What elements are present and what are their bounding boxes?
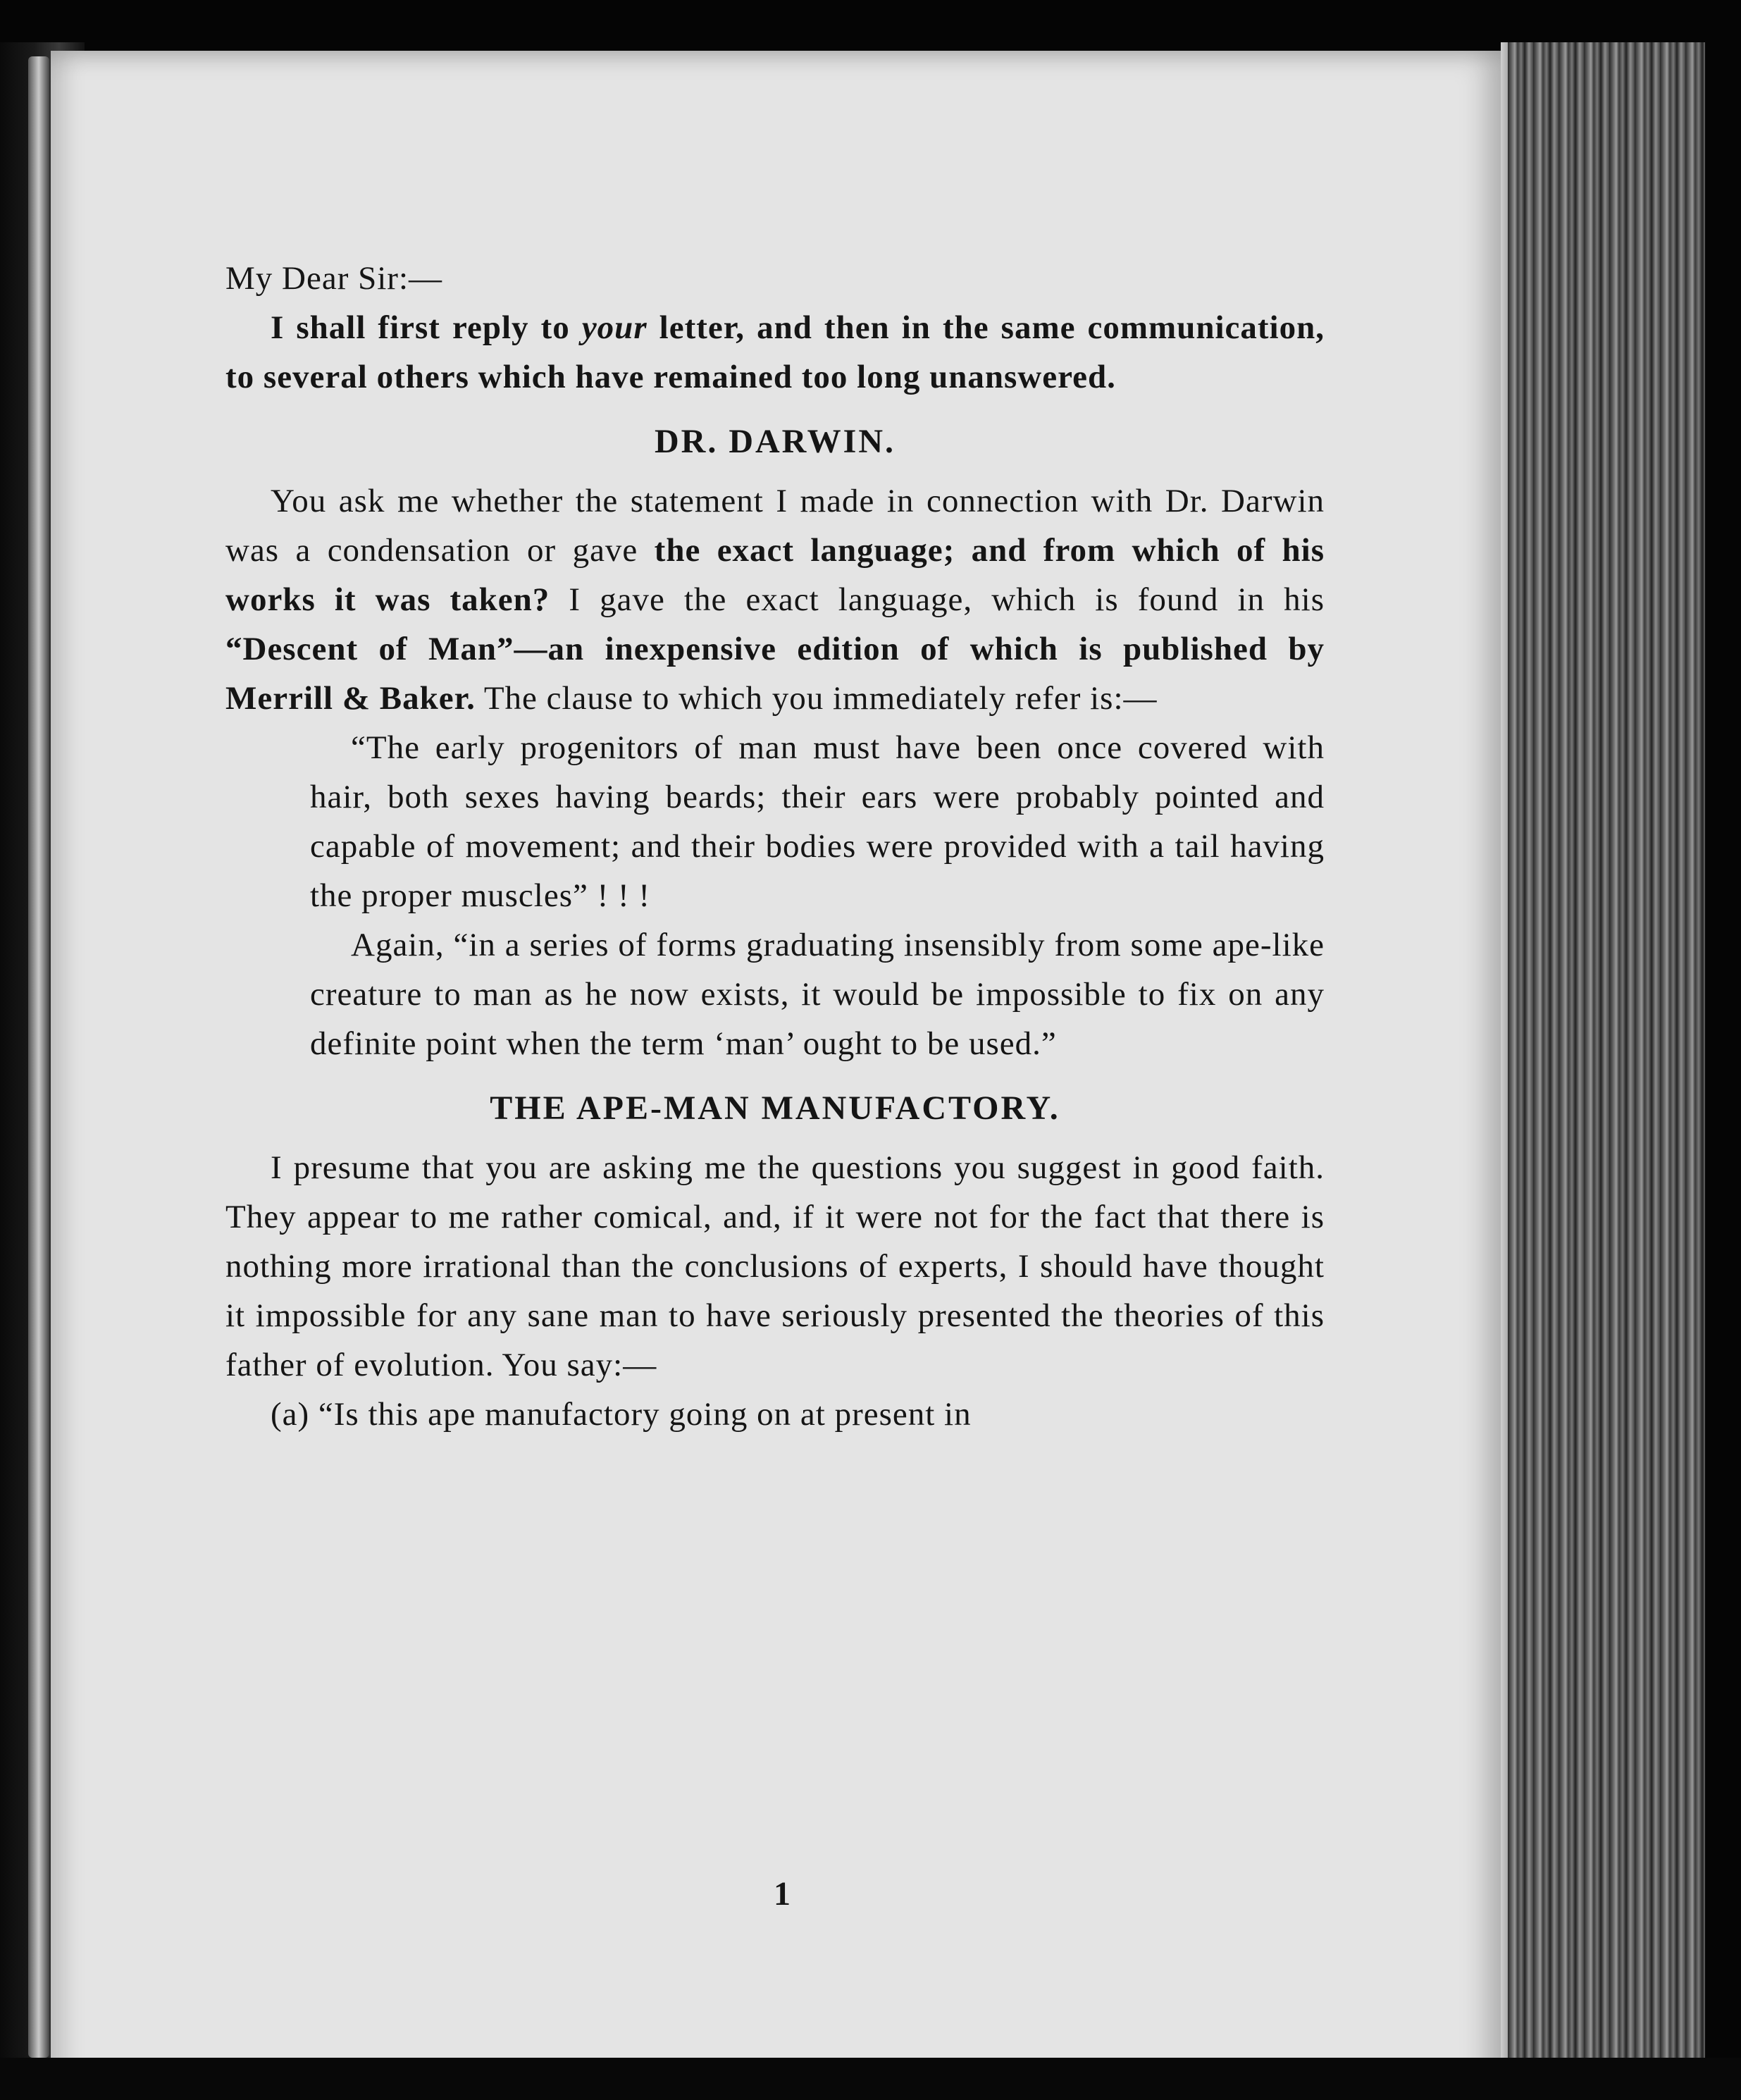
intro-text-emphasis: your [581, 309, 648, 346]
ape-man-question-a: (a) “Is this ape manufactory going on at present in [271, 1396, 972, 1433]
intro-text-start: I shall first reply to [271, 309, 582, 346]
section-heading-darwin: DR. DARWIN. [655, 423, 896, 460]
binding-edge [28, 56, 49, 2058]
darwin-quote-1: “The early progenitors of man must have been once covered with hair, both sexes having beards; their ears were probably pointed and capable of movement; and their bodies were provided with a tail having the proper muscles” ! ! ! [310, 729, 1325, 914]
section-heading-ape-man: THE APE-MAN MANUFACTORY. [490, 1089, 1060, 1127]
scan-bottom-border [0, 2058, 1741, 2100]
page-edges-stack [1508, 42, 1705, 2065]
darwin-quote-block [225, 723, 1325, 1068]
darwin-paragraph-part5: The clause to which you immediately refer is:— [475, 680, 1158, 717]
darwin-paragraph-part1: You ask me whether the statement I made in connection with Dr. Darwin was a condensation or gave [225, 483, 1325, 569]
ape-man-paragraph: I presume that you are asking me the questions you suggest in good faith. They appear to me rather comical, and, if it were not for the fact that there is nothing more irrational than the conclusions of experts, I should have thought it impossible for any sane man to have seriously presented the theories of this father of evolution. You say:— [225, 1149, 1325, 1383]
darwin-quote-2: Again, “in a series of forms graduating insensibly from some ape-like creature to man as he now exists, it would be impossible to fix on any definite point when the term ‘man’ ought to be used.” [310, 927, 1325, 1062]
darwin-paragraph-part2: the exact language; and from which of his works it was taken? [225, 532, 1325, 618]
intro-text-end: letter, and then in the same communication, to several others which have remained too long unanswered. [225, 309, 1325, 395]
darwin-paragraph-part3: I gave the exact language, which is found in his [550, 581, 1325, 618]
salutation: My Dear Sir:— [225, 260, 443, 297]
intro-paragraph [225, 303, 1325, 402]
page-text-block [225, 254, 1325, 1439]
darwin-paragraph-part4: “Descent of Man”—an inexpensive edition of which is published by Merrill & Baker. [225, 631, 1325, 717]
darwin-paragraph [225, 476, 1325, 723]
page-number: 1 [774, 1875, 791, 1913]
